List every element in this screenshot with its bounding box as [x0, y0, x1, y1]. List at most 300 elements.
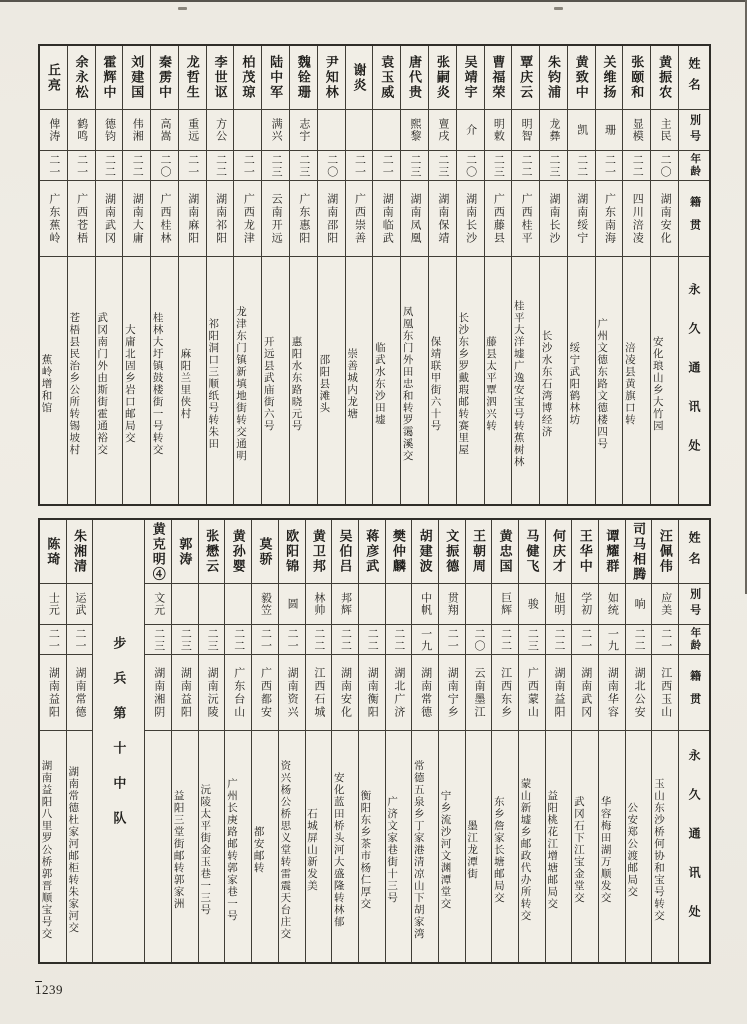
person-address — [466, 731, 492, 962]
person-name — [512, 46, 539, 110]
person-age — [546, 625, 572, 655]
person-alias — [439, 584, 465, 625]
person-alias-text: 亶戌 — [436, 118, 449, 142]
header-alias-text: 別号 — [688, 114, 701, 146]
person-address — [540, 257, 567, 504]
person-origin-text: 湖南衡阳 — [366, 666, 379, 719]
person-alias — [279, 584, 305, 625]
person-column — [346, 46, 374, 504]
person-column — [68, 46, 96, 504]
person-origin — [512, 181, 539, 257]
scan-speck — [554, 7, 563, 10]
person-origin-text: 广东惠阳 — [297, 192, 310, 245]
person-age-text: 二一 — [259, 627, 272, 652]
person-name-text: 陆中军 — [268, 55, 284, 100]
person-origin — [96, 181, 123, 257]
person-age-text: 二二 — [339, 627, 352, 652]
roster-table-bottom — [38, 518, 711, 964]
person-age-text: 二〇 — [659, 153, 672, 178]
person-age-text: 二一 — [603, 153, 616, 178]
person-age-text: 二二 — [633, 627, 646, 652]
person-alias — [123, 110, 150, 151]
person-alias-text: 志宇 — [297, 118, 310, 142]
person-age — [262, 151, 289, 181]
person-alias — [290, 110, 317, 151]
person-alias-text: 毅笠 — [259, 592, 272, 616]
person-origin-text: 湖南武冈 — [103, 192, 116, 245]
person-name-text: 黄卫邦 — [310, 529, 326, 574]
person-name-text: 谭耀群 — [604, 529, 620, 574]
person-address-text: 惠阳水东路晓元号 — [290, 336, 302, 432]
person-address — [512, 257, 539, 504]
person-name — [457, 46, 484, 110]
person-name-text: 郭涛 — [177, 536, 193, 567]
person-origin-text: 江西东乡 — [499, 666, 512, 719]
person-address-text: 宁乡流沙河文渊潭堂交 — [439, 790, 451, 910]
person-alias-text: 重远 — [186, 118, 199, 142]
person-column — [412, 520, 439, 962]
person-name-text: 司马相腾 — [631, 521, 647, 582]
person-alias — [568, 110, 595, 151]
person-age — [199, 625, 225, 655]
person-alias — [179, 110, 206, 151]
person-alias-text: 林帅 — [312, 592, 325, 616]
header-address — [679, 257, 709, 504]
person-origin-text: 云南墨江 — [472, 666, 485, 719]
person-age-text: 二三 — [526, 627, 539, 652]
person-alias — [485, 110, 512, 151]
person-name — [485, 46, 512, 110]
person-column — [123, 46, 151, 504]
person-address-text: 绥宁武阳鹤林坊 — [568, 342, 580, 426]
person-name — [373, 46, 400, 110]
person-age — [540, 151, 567, 181]
person-address — [279, 731, 305, 962]
person-name — [96, 46, 123, 110]
header-name-text: 姓名 — [686, 56, 701, 99]
person-alias-text: 响 — [633, 598, 646, 610]
person-alias — [207, 110, 234, 151]
unit-column — [93, 520, 145, 962]
person-address — [572, 731, 598, 962]
person-address — [207, 257, 234, 504]
person-address-text: 湖南常德杜家河邮柜转朱家河交 — [67, 766, 79, 934]
person-name — [225, 520, 251, 584]
row-header-column — [679, 520, 709, 962]
person-age-text: 二〇 — [464, 153, 477, 178]
person-origin-text: 湖南资兴 — [286, 666, 299, 719]
person-column — [359, 520, 386, 962]
person-address — [412, 731, 438, 962]
person-age — [68, 151, 95, 181]
person-name — [359, 520, 385, 584]
person-address-text: 安化琅山乡大竹园 — [651, 336, 663, 432]
person-address-text: 凤凰东门外田忠和转罗霭溪交 — [401, 306, 413, 462]
person-address — [519, 731, 545, 962]
person-name — [306, 520, 332, 584]
person-column — [652, 520, 679, 962]
person-name — [439, 520, 465, 584]
person-name — [151, 46, 178, 110]
person-address — [546, 731, 572, 962]
person-name-text: 张懋云 — [204, 529, 220, 574]
person-address-text: 保靖联甲街六十号 — [429, 336, 441, 432]
person-age — [412, 625, 438, 655]
person-origin — [123, 181, 150, 257]
person-alias — [306, 584, 332, 625]
person-age — [145, 625, 171, 655]
person-alias — [332, 584, 358, 625]
person-age — [401, 151, 428, 181]
header-age — [679, 151, 709, 181]
person-alias — [540, 110, 567, 151]
person-age — [596, 151, 623, 181]
person-name-text: 霍辉中 — [101, 55, 117, 100]
person-origin — [145, 655, 171, 731]
person-alias — [318, 110, 345, 151]
person-alias — [68, 110, 95, 151]
person-column — [40, 46, 68, 504]
person-name-text: 欧阳锦 — [284, 529, 300, 574]
person-address-text: 龙津东门镇新填地街转交通明 — [234, 306, 246, 462]
person-name — [546, 520, 572, 584]
person-age — [386, 625, 412, 655]
person-column — [199, 520, 226, 962]
person-alias-text: 圆 — [286, 598, 299, 610]
person-alias — [262, 110, 289, 151]
person-age-text: 二三 — [179, 627, 192, 652]
person-age — [318, 151, 345, 181]
person-address-text: 开远县武庙街六号 — [262, 336, 274, 432]
person-origin — [225, 655, 251, 731]
person-name — [179, 46, 206, 110]
person-origin-text: 湖南麻阳 — [186, 192, 199, 245]
person-name-text: 王华中 — [577, 529, 593, 574]
person-origin-text: 湖南大庸 — [131, 192, 144, 245]
person-name — [279, 520, 305, 584]
person-age-text: 二二 — [631, 153, 644, 178]
person-address-text: 桂平大洋墟广逸安宝号转蕉树林 — [512, 300, 524, 468]
person-address — [359, 731, 385, 962]
person-origin-text: 湖南绥宁 — [575, 192, 588, 245]
person-age — [225, 625, 251, 655]
person-address-text: 常德五泉乡丁家港清凉山下胡家湾 — [412, 760, 424, 940]
person-address — [40, 257, 67, 504]
person-origin — [172, 655, 198, 731]
person-origin — [151, 181, 178, 257]
person-address — [40, 731, 66, 962]
person-column — [145, 520, 172, 962]
person-origin-text: 广西苍梧 — [75, 192, 88, 245]
person-name — [651, 46, 678, 110]
person-address — [429, 257, 456, 504]
person-address — [599, 731, 625, 962]
person-alias-text: 满兴 — [270, 118, 283, 142]
person-age — [429, 151, 456, 181]
person-alias — [546, 584, 572, 625]
person-address — [485, 257, 512, 504]
person-origin-text: 湖南凤凰 — [409, 192, 422, 245]
person-alias-text: 文元 — [152, 592, 165, 616]
person-column — [540, 46, 568, 504]
person-age — [572, 625, 598, 655]
person-age — [40, 151, 67, 181]
person-address — [96, 257, 123, 504]
person-name-text: 袁玉威 — [379, 55, 395, 100]
person-name-text: 刘建国 — [129, 55, 145, 100]
person-alias — [359, 584, 385, 625]
person-alias — [626, 584, 652, 625]
person-alias-text: 应美 — [659, 592, 672, 616]
person-origin — [568, 181, 595, 257]
person-age-text: 二三 — [409, 153, 422, 178]
person-origin — [599, 655, 625, 731]
person-address — [151, 257, 178, 504]
person-name — [401, 46, 428, 110]
person-age — [67, 625, 93, 655]
person-age-text: 二二 — [553, 627, 566, 652]
header-name — [679, 520, 709, 584]
person-alias-text: 骏 — [526, 598, 539, 610]
person-origin-text: 江西石城 — [312, 666, 325, 719]
person-origin — [179, 181, 206, 257]
person-address — [234, 257, 261, 504]
person-address-text: 湖南益阳八里罗公桥郭晋顺宝号交 — [40, 760, 52, 940]
person-name — [207, 46, 234, 110]
person-name — [568, 46, 595, 110]
person-alias — [457, 110, 484, 151]
person-name — [40, 46, 67, 110]
person-name — [67, 520, 93, 584]
person-alias — [151, 110, 178, 151]
person-name — [318, 46, 345, 110]
person-name — [172, 520, 198, 584]
person-address-text: 东乡詹家长塘邮局交 — [492, 796, 504, 904]
person-address-text: 崇善城内龙塘 — [346, 348, 358, 420]
person-age — [40, 625, 66, 655]
person-column — [40, 520, 67, 962]
person-origin — [572, 655, 598, 731]
person-column — [651, 46, 679, 504]
person-name-text: 关维扬 — [601, 55, 617, 100]
person-alias-text: 龙彝 — [547, 118, 560, 142]
person-origin-text: 湖南益阳 — [47, 666, 60, 719]
person-address — [457, 257, 484, 504]
person-address — [623, 257, 650, 504]
person-alias — [572, 584, 598, 625]
person-alias — [512, 110, 539, 151]
person-origin — [412, 655, 438, 731]
person-origin — [234, 181, 261, 257]
person-name-text: 黄忠国 — [497, 529, 513, 574]
person-name-text: 朱湘清 — [72, 529, 88, 574]
person-origin-text: 湖南益阳 — [553, 666, 566, 719]
person-age-text: 二二 — [131, 153, 144, 178]
person-alias — [412, 584, 438, 625]
person-address — [123, 257, 150, 504]
person-address-text: 大庸北固乡岩口邮局交 — [123, 324, 135, 444]
person-address — [568, 257, 595, 504]
person-column — [172, 520, 199, 962]
person-age-text: 二二 — [312, 627, 325, 652]
person-age — [252, 625, 278, 655]
person-alias — [429, 110, 456, 151]
person-name-text: 王朝周 — [470, 529, 486, 574]
person-name-text: 黄克明④ — [150, 521, 166, 582]
person-origin-text: 湖南安化 — [339, 666, 352, 719]
scan-top-edge-artifact — [0, 0, 747, 2]
person-name-text: 莫骄 — [257, 536, 273, 567]
person-origin — [306, 655, 332, 731]
person-origin-text: 湖南湘阴 — [152, 666, 165, 719]
person-name — [519, 520, 545, 584]
person-age — [359, 625, 385, 655]
person-age-text: 二二 — [499, 627, 512, 652]
person-name-text: 唐代贵 — [407, 55, 423, 100]
person-column — [401, 46, 429, 504]
person-column — [466, 520, 493, 962]
person-name — [68, 46, 95, 110]
person-name-text: 文振德 — [444, 529, 460, 574]
person-column — [151, 46, 179, 504]
person-age — [234, 151, 261, 181]
person-column — [512, 46, 540, 504]
person-origin — [492, 655, 518, 731]
person-address-text: 邵阳县滩头 — [318, 354, 330, 414]
header-origin-text: 籍贯 — [688, 669, 701, 716]
person-alias — [652, 584, 678, 625]
person-name — [123, 46, 150, 110]
person-age-text: 一九 — [419, 627, 432, 652]
person-alias-text: 显模 — [631, 118, 644, 142]
person-address-text: 玉山东沙桥何协和宝号转交 — [652, 778, 664, 922]
person-alias — [145, 584, 171, 625]
person-column — [234, 46, 262, 504]
person-name-text: 张颐和 — [629, 55, 645, 100]
person-address-text: 临武水东沙田墟 — [373, 342, 385, 426]
person-name — [652, 520, 678, 584]
person-age-text: 二二 — [392, 627, 405, 652]
person-alias-text: 贯翔 — [446, 592, 459, 616]
person-column — [96, 46, 124, 504]
person-age — [626, 625, 652, 655]
person-name-text: 陈琦 — [45, 536, 61, 567]
person-name-text: 黄孙婴 — [230, 529, 246, 574]
person-address-text: 华容梅田湖万顺发交 — [599, 796, 611, 904]
person-origin-text: 湖南华容 — [606, 666, 619, 719]
person-age-text: 二三 — [270, 153, 283, 178]
person-alias-text: 德钧 — [103, 118, 116, 142]
person-origin-text: 江西玉山 — [659, 666, 672, 719]
person-alias-text: 介 — [464, 124, 477, 136]
person-age — [290, 151, 317, 181]
person-alias — [40, 584, 66, 625]
person-age-text: 二三 — [492, 153, 505, 178]
person-alias — [172, 584, 198, 625]
person-address-text: 藤县太平覃泗兴转 — [485, 336, 496, 432]
person-column — [492, 520, 519, 962]
person-name — [290, 46, 317, 110]
person-address-text: 益阳三堂街邮转郭家洲 — [172, 790, 184, 910]
person-origin-text: 广西蒙山 — [526, 666, 539, 719]
person-address — [439, 731, 465, 962]
person-age-text: 二二 — [366, 627, 379, 652]
person-alias-text: 明敕 — [492, 118, 505, 142]
person-column — [386, 520, 413, 962]
person-origin-text: 广西桂平 — [520, 192, 533, 245]
person-address-text: 沅陵太平街金玉巷一三号 — [199, 784, 211, 916]
person-alias-text: 巨辉 — [499, 592, 512, 616]
person-name-text: 秦雳中 — [157, 55, 173, 100]
person-address-text: 广州文德东路文德楼四号 — [596, 318, 608, 450]
person-alias — [373, 110, 400, 151]
person-name-text: 蒋彦武 — [364, 529, 380, 574]
person-address — [318, 257, 345, 504]
person-address — [401, 257, 428, 504]
person-age-text: 二一 — [286, 627, 299, 652]
person-origin-text: 云南开远 — [270, 192, 283, 245]
person-name-text: 黄致中 — [573, 55, 589, 100]
person-alias-text: 高嵩 — [159, 118, 172, 142]
person-age — [623, 151, 650, 181]
person-alias-text: 运武 — [74, 592, 87, 616]
person-column — [252, 520, 279, 962]
header-age-text: 年龄 — [689, 153, 701, 178]
person-column — [179, 46, 207, 504]
person-age — [485, 151, 512, 181]
person-name-text: 余永松 — [73, 55, 89, 100]
person-age-text: 二三 — [547, 153, 560, 178]
person-alias-text: 主民 — [659, 118, 672, 142]
person-alias-text: 熙黎 — [409, 118, 422, 142]
person-age — [457, 151, 484, 181]
person-origin — [262, 181, 289, 257]
person-address-text: 广济文家巷街十三号 — [386, 796, 398, 904]
person-age — [652, 625, 678, 655]
person-origin-text: 广西桂林 — [159, 192, 172, 245]
person-origin-text: 湖南益阳 — [179, 666, 192, 719]
person-name-text: 吴靖宇 — [462, 55, 478, 100]
person-age-text: 二二 — [103, 153, 116, 178]
person-age-text: 二一 — [47, 627, 60, 652]
person-address — [652, 731, 678, 962]
person-alias — [40, 110, 67, 151]
header-alias — [679, 110, 709, 151]
person-alias — [466, 584, 492, 625]
person-name — [262, 46, 289, 110]
person-alias — [623, 110, 650, 151]
person-address — [225, 731, 251, 962]
person-column — [279, 520, 306, 962]
person-address-text: 资兴杨公桥思义堂转雷震天台庄交 — [279, 760, 291, 940]
person-origin — [279, 655, 305, 731]
person-age-text: 二一 — [579, 627, 592, 652]
person-column — [67, 520, 94, 962]
person-name-text: 张嗣炎 — [434, 55, 450, 100]
person-column — [225, 520, 252, 962]
person-origin-text: 湖南临武 — [381, 192, 394, 245]
person-column — [318, 46, 346, 504]
person-age-text: 二三 — [436, 153, 449, 178]
person-origin-text: 广西藤县 — [492, 192, 505, 245]
person-address — [252, 731, 278, 962]
person-alias — [96, 110, 123, 151]
person-column — [332, 520, 359, 962]
person-origin — [457, 181, 484, 257]
person-name-text: 柏茂琼 — [240, 55, 256, 100]
person-origin-text: 广东南海 — [603, 192, 616, 245]
person-origin — [68, 181, 95, 257]
